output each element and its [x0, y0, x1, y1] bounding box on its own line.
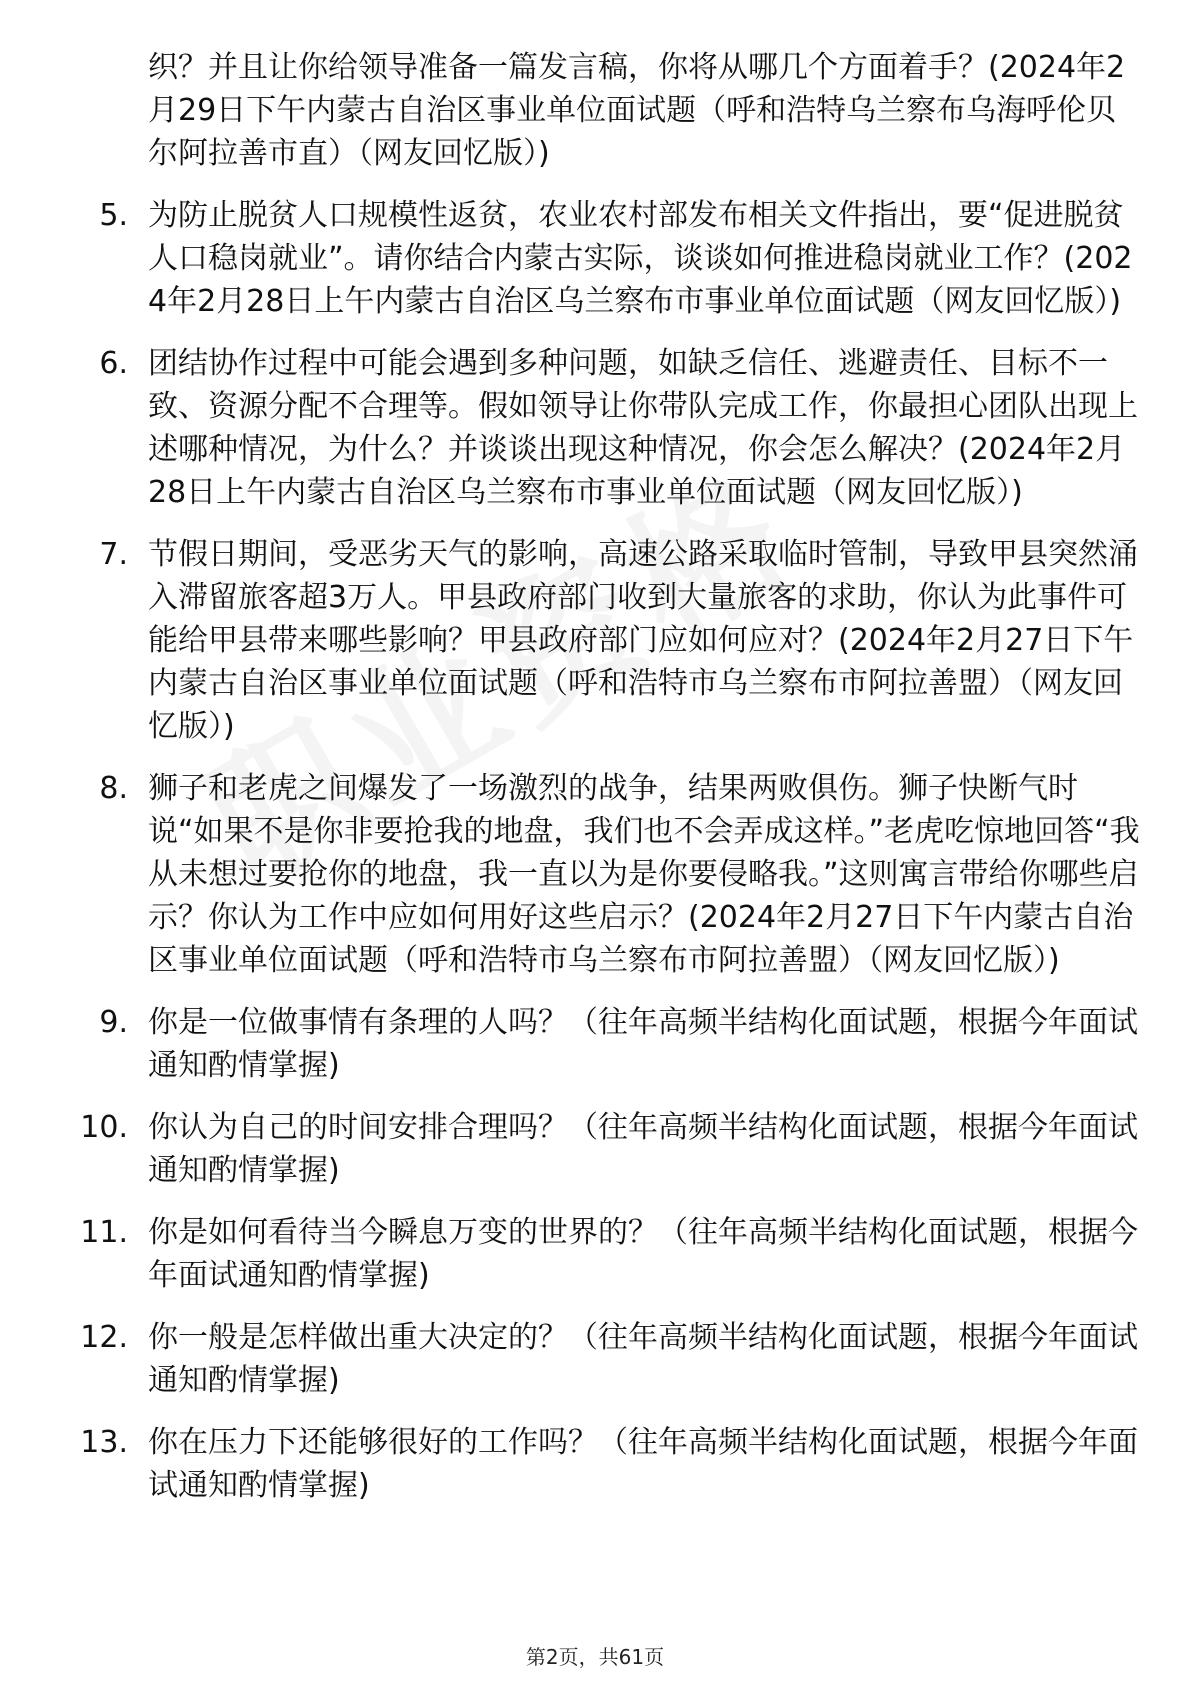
item-number: 11.: [80, 1215, 128, 1250]
list-item: [62, 342, 1142, 514]
item-text: 你是一位做事情有条理的人吗？（往年高频半结构化面试题，根据今年面试通知酌情掌握): [148, 1005, 1138, 1083]
item-text: 团结协作过程中可能会遇到多种问题，如缺乏信任、逃避责任、目标不一致、资源分配不合理等。假如领导让你带队完成工作，你最担心团队出现上述哪种情况，为什么？并谈谈出现这种情况，你会怎么解决？(2024年2月28日上午内蒙古自治区乌兰察布市事业单位面试题（网友回忆版）): [148, 346, 1138, 510]
item-text: 狮子和老虎之间爆发了一场激烈的战争，结果两败俱伤。狮子快断气时说“如果不是你非要抢我的地盘，我们也不会弄成这样。”老虎吃惊地回答“我从未想过要抢你的地盘，我一直以为是你要侵略我。”这则寓言带给你哪些启示？你认为工作中应如何用好这些启示？(2024年2月27日下午内蒙古自治区事业单位面试题（呼和浩特市乌兰察布市阿拉善盟）（网友回忆版）): [148, 771, 1140, 978]
item-text: 你一般是怎样做出重大决定的？（往年高频半结构化面试题，根据今年面试通知酌情掌握): [148, 1320, 1138, 1398]
item-text: 你是如何看待当今瞬息万变的世界的？（往年高频半结构化面试题，根据今年面试通知酌情掌握): [148, 1215, 1138, 1293]
item-text: 你认为自己的时间安排合理吗？（往年高频半结构化面试题，根据今年面试通知酌情掌握): [148, 1110, 1138, 1188]
page-number: 第2页，共61页: [525, 1645, 665, 1669]
list-item: [62, 194, 1142, 323]
list-item: [62, 1421, 1142, 1507]
list-item: [62, 1001, 1142, 1087]
item-number: 8.: [99, 771, 128, 806]
item-number: 5.: [99, 198, 128, 233]
item-text: 节假日期间，受恶劣天气的影响，高速公路采取临时管制，导致甲县突然涌入滞留旅客超3万人。甲县政府部门收到大量旅客的求助，你认为此事件可能给甲县带来哪些影响？甲县政府部门应如何应对？(2024年2月27日下午内蒙古自治区事业单位面试题（呼和浩特市乌兰察布市阿拉善盟）（网友回忆版）): [148, 537, 1138, 744]
item-number: 6.: [99, 346, 128, 381]
item-number: 9.: [99, 1005, 128, 1040]
question-list: [62, 46, 1142, 1526]
item-number: 10.: [80, 1110, 128, 1145]
list-item: [62, 533, 1142, 748]
item-text: 为防止脱贫人口规模性返贫，农业农村部发布相关文件指出，要“促进脱贫人口稳岗就业”。请你结合内蒙古实际，谈谈如何推进稳岗就业工作？(2024年2月28日上午内蒙古自治区乌兰察布市事业单位面试题（网友回忆版）): [148, 198, 1133, 319]
list-item: [62, 767, 1142, 982]
item-number: 12.: [80, 1320, 128, 1355]
item-number: 7.: [99, 537, 128, 572]
list-item-continuation: [62, 46, 1142, 175]
item-text: 织？并且让你给领导准备一篇发言稿，你将从哪几个方面着手？(2024年2月29日下午内蒙古自治区事业单位面试题（呼和浩特乌兰察布乌海呼伦贝尔阿拉善市直）（网友回忆版）): [148, 50, 1126, 171]
list-item: [62, 1211, 1142, 1297]
list-item: [62, 1106, 1142, 1192]
item-text: 你在压力下还能够很好的工作吗？（往年高频半结构化面试题，根据今年面试通知酌情掌握): [148, 1425, 1138, 1503]
item-number: 13.: [80, 1425, 128, 1460]
list-item: [62, 1316, 1142, 1402]
